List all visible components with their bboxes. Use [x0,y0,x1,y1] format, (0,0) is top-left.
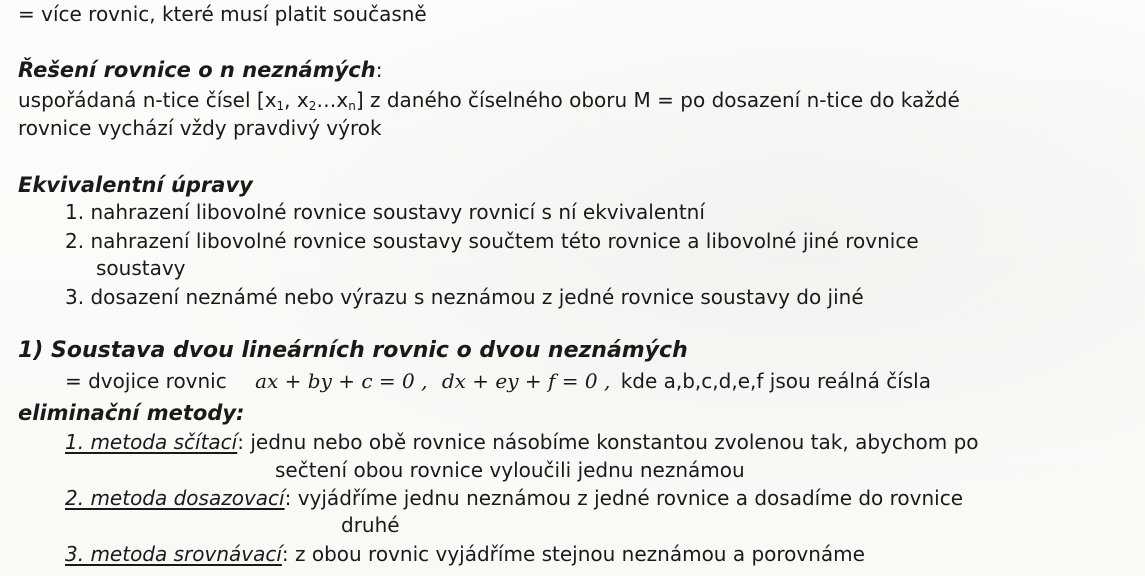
solution-heading-colon: : [375,58,383,82]
method-2-name: 2. metoda dosazovací [65,486,285,510]
method-1-line-2: sečtení obou rovnice vyloučili jednu neznámou [275,458,745,482]
solution-heading: Řešení rovnice o n neznámých [18,58,376,82]
system-pair-suffix: kde a,b,c,d,e,f jsou reálná čísla [620,369,931,393]
subscript-1: 1 [276,99,285,113]
system-pair-line [65,369,931,393]
equivalent-item-1: 1. nahrazení libovolné rovnice soustavy rovnicí s ní ekvivalentní [65,200,705,224]
solution-text-c: …x [316,88,349,112]
method-1-name: 1. metoda sčítací [65,430,238,454]
solution-text-d: ] z daného číselného oboru M = po dosazení n-tice do každé [355,88,960,112]
equivalent-item-2: 2. nahrazení libovolné rovnice soustavy součtem této rovnice a libovolné jiné rovnice [65,229,919,253]
solution-text-line-1 [18,88,960,112]
solution-text-line-2: rovnice vychází vždy pravdivý výrok [18,116,382,140]
method-1-description: : jednu nebo obě rovnice násobíme konstantou zvolenou tak, abychom po [237,430,979,454]
method-2-line-1 [65,486,963,510]
method-3-line [65,542,865,566]
system-heading: 1) Soustava dvou lineárních rovnic o dvou neznámých [18,338,688,363]
method-2-line-2: druhé [341,513,400,537]
solution-text-a: uspořádaná n-tice čísel [x [18,88,277,112]
method-3-description: : z obou rovnic vyjádříme stejnou neznámou a porovnáme [281,542,865,566]
subscript-2: 2 [308,99,317,113]
equivalent-item-2-continuation: soustavy [96,256,186,280]
system-pair-prefix: = dvojice rovnic [65,369,227,393]
definition-line: = více rovnic, které musí platit současně [18,2,427,26]
subscript-n: n [348,99,356,113]
solution-heading-line [18,58,382,82]
method-2-description: : vyjádříme jednu neznámou z jedné rovnice a dosadíme do rovnice [284,486,964,510]
solution-text-b: , x [284,88,309,112]
elimination-heading: eliminační metody: [18,401,245,425]
equivalent-heading: Ekvivalentní úpravy [18,173,253,197]
equation-1: ax + by + c = 0 , [255,369,428,393]
equation-2: dx + ey + f = 0 , [441,369,611,393]
equivalent-item-3: 3. dosazení neznámé nebo výrazu s neznámou z jedné rovnice soustavy do jiné [65,285,864,309]
method-3-name: 3. metoda srovnávací [65,542,282,566]
method-1-line-1 [65,430,979,454]
